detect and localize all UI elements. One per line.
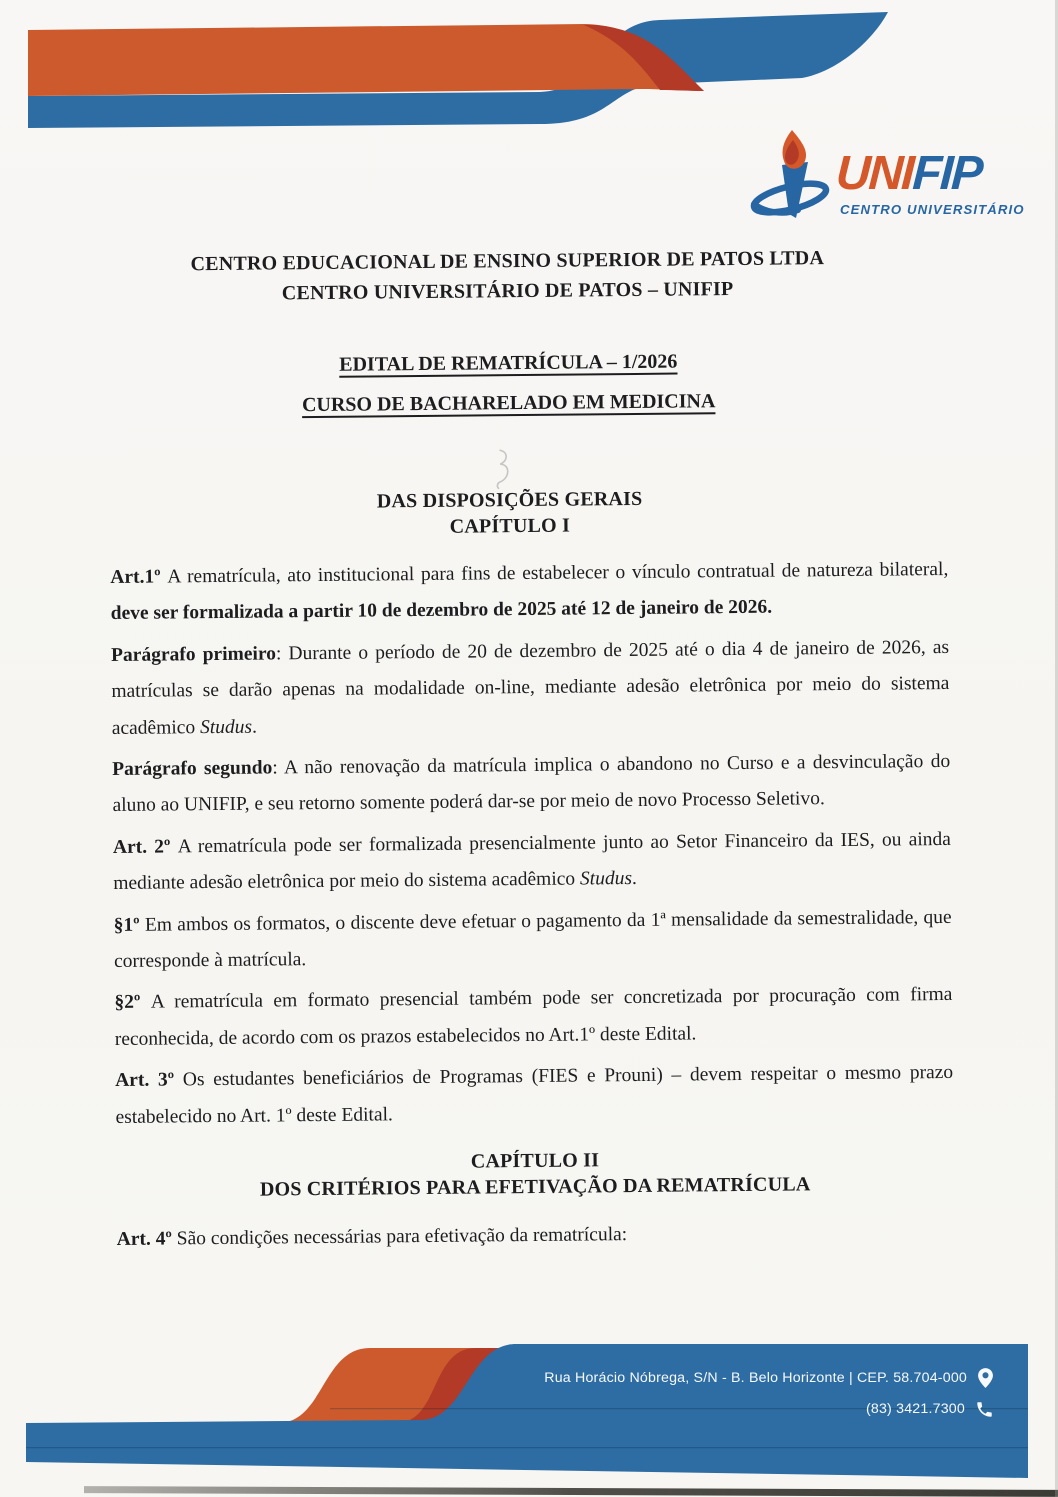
- text-run: .: [631, 868, 637, 890]
- text-run: A rematrícula, ato institucional para fins de estabelecer o vínculo contratual de natureza bilateral,: [167, 558, 949, 588]
- pen-squiggle-mark: [492, 448, 514, 490]
- bold-run: §2º: [114, 992, 151, 1014]
- phone-icon: [975, 1400, 994, 1419]
- paragraph: [114, 900, 953, 981]
- chapter1-paragraphs: [110, 552, 953, 1136]
- footer-scanline-2: [26, 1447, 1028, 1448]
- bold-run: Art. 2º: [112, 836, 178, 858]
- text-run: A rematrícula pode ser formalizada presencialmente junto ao Setor Financeiro da IES, ou ainda mediante adesão eletrônica por meio do sistema acadêmico: [113, 828, 951, 895]
- text-run: São condições necessárias para efetivação da rematrícula:: [176, 1224, 628, 1250]
- bold-run: Art. 4º: [116, 1228, 177, 1251]
- footer-phone: (83) 3421.7300: [865, 1401, 965, 1417]
- chapter1-title-line-1: DAS DISPOSIÇÕES GERAIS: [376, 487, 643, 513]
- document-title: [88, 348, 929, 436]
- bold-run: Art. 3º: [115, 1069, 183, 1092]
- text-run: Em ambos os formatos, o discente deve efetuar o pagamento da 1ª mensalidade da semestralidade, que corresponde à matrícula.: [113, 906, 952, 973]
- paragraph: [111, 630, 950, 747]
- institution-line-2: CENTRO UNIVERSITÁRIO DE PATOS – UNIFIP: [281, 278, 734, 305]
- chapter2-title-line-1: CAPÍTULO II: [470, 1149, 600, 1173]
- paragraph: [117, 1214, 955, 1258]
- title-line-2: CURSO DE BACHARELADO EM MEDICINA: [301, 390, 716, 417]
- paragraph: [110, 552, 949, 633]
- institution-heading: [87, 242, 928, 310]
- footer-address: Rua Horácio Nóbrega, S/N - B. Belo Horizonte | CEP. 58.704-000: [544, 1370, 967, 1386]
- brand-fip: FIP: [911, 147, 983, 200]
- footer-address-line: [374, 1366, 994, 1390]
- text-run: A rematrícula em formato presencial também pode ser concretizada por procuração com firma reconhecida, de acordo com os prazos estabelecidos no Art.1º deste Edital.: [114, 984, 953, 1050]
- bold-run: Parágrafo primeiro: [110, 643, 277, 666]
- chapter2-paragraphs: [117, 1214, 955, 1258]
- paragraph: [114, 977, 953, 1058]
- bold-run: §1º: [113, 914, 145, 936]
- bold-run: Art.1º: [110, 566, 168, 589]
- body-text: [110, 552, 955, 1264]
- paragraph: [112, 744, 951, 825]
- text-run: Os estudantes beneficiários de Programas (FIES e Prouni) – devem respeitar o mesmo prazo estabelecido no Art. 1º deste Edital.: [115, 1062, 954, 1128]
- paragraph: [113, 822, 952, 903]
- chapter1-title-line-2: CAPÍTULO I: [449, 514, 571, 538]
- title-line-1: EDITAL DE REMATRÍCULA – 1/2026: [339, 350, 678, 376]
- location-pin-icon: [977, 1367, 994, 1389]
- chapter2-heading: [116, 1144, 954, 1204]
- italic-run: Studus: [579, 868, 633, 890]
- text-run: : Durante o período de 20 de dezembro de 2025 até o dia 4 de janeiro de 2026, as matrículas se darão apenas na modalidade on-line, mediante adesão eletrônica por meio do sistema acadêmico: [111, 636, 950, 739]
- text-run: .: [251, 716, 258, 738]
- bold-run: deve ser formalizada a partir 10 de dezembro de 2025 até 12 de janeiro de 2026.: [110, 597, 773, 625]
- footer-phone-line: [374, 1397, 994, 1421]
- italic-run: Studus: [199, 716, 253, 738]
- brand-uni: UNI: [834, 147, 915, 200]
- text-run: : A não renovação da matrícula implica o abandono no Curso e a desvinculação do aluno ao UNIFIP, e seu retorno somente poderá dar-se por meio de novo Processo Seletivo.: [112, 750, 951, 817]
- footer-banner: [0, 1320, 1058, 1497]
- institution-line-1: CENTRO EDUCACIONAL DE ENSINO SUPERIOR DE PATOS LTDA: [190, 247, 825, 276]
- footer-contact: [374, 1366, 994, 1428]
- chapter1-heading: [90, 483, 930, 543]
- bold-run: Parágrafo segundo: [112, 757, 273, 781]
- logo-tagline: CENTRO UNIVERSITÁRIO: [840, 202, 1025, 217]
- chapter2-title-line-2: DOS CRITÉRIOS PARA EFETIVAÇÃO DA REMATRÍCULA: [259, 1173, 811, 1201]
- paragraph: [115, 1055, 954, 1136]
